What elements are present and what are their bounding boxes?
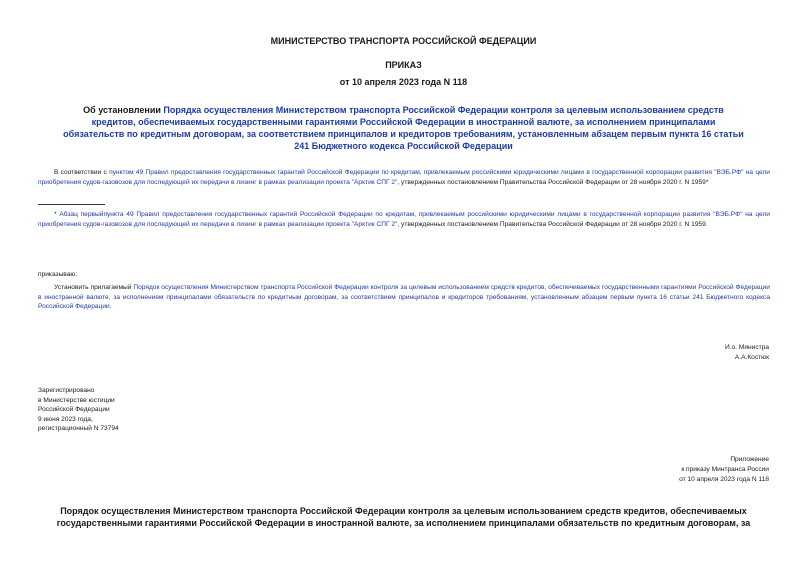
footnote-paragraph [38, 210, 770, 229]
registration-line: 9 июня 2023 года, [38, 415, 93, 423]
footnote-divider [38, 204, 105, 205]
signature-name: А.А.Костюк [734, 354, 769, 361]
order-date-number: от 10 апреля 2023 года N 118 [339, 77, 468, 87]
footnote-rules-link[interactable]: пункта 49 Правил предоставления государственных гарантий Российской Федерации по кредитам, привлекаемым российскими юридическими лицами в государственной корпорации развития "ВЭБ.РФ" на цели приобретения судов-газовозов для последующей их передачи в лизинг в рамках реализации проекта "Арктик СПГ 2" [38, 211, 770, 228]
order-title [60, 104, 747, 152]
order-title-prefix: Об установлении [83, 105, 164, 115]
appendix-title: Порядок осуществления Министерством транспорта Российской Федерации контроля за целевым использованием средств кредитов, обеспечиваемых государственными гарантиями Российской Федерации в иностранной валюте, за исполнением принципалами обязательств по кредитным договорам, за [56, 506, 751, 528]
registration-block [38, 386, 119, 434]
registration-line: Зарегистрировано [38, 387, 95, 394]
registration-line: Российской Федерации [38, 406, 110, 414]
appendix-line: к приказу Минтранса России [681, 465, 769, 473]
procedure-link[interactable]: Порядок осуществления Министерством транспорта Российской Федерации контроля за целевым использованием средств кредитов, обеспечиваемых государственными гарантиями Российской Федерации в иностранной валюте, за исполнением принципалами обязательств по кредитным договорам, за соответствием принципалов и кредиторов требованиям, установленным абзацем первым пункта 16 статьи 241 Бюджетного кодекса Российской Федерации. [38, 284, 770, 310]
appendix-line: от 10 апреля 2023 года N 118 [679, 475, 769, 483]
rules-link[interactable]: пунктом 49 Правил предоставления государственных гарантий Российской Федерации по кредитам, привлекаемым российскими юридическими лицами в государственной корпорации развития "ВЭБ.РФ" на цели приобретения судов-газовозов для последующей их передачи в лизинг в рамках реализации проекта "Арктик СПГ 2" [38, 169, 770, 186]
orders-word: приказываю: [38, 271, 78, 278]
order-text-start: Установить прилагаемый [54, 284, 134, 291]
doc-type-heading: ПРИКАЗ [385, 60, 422, 70]
appendix-block [679, 455, 769, 484]
registration-line: в Министерстве юстиции [38, 396, 115, 404]
signature-position: И.о. Министра [724, 344, 769, 351]
footnote-text-end: , утвержденных постановлением Правительства Российской Федерации от 28 ноября 2020 г. N 1959. [397, 220, 708, 228]
preamble-text-end: , утвержденных постановлением Правительства Российской Федерации от 28 ноября 2020 г. N 1959* [397, 178, 709, 186]
appendix-line: Приложение [730, 456, 769, 463]
order-paragraph [38, 283, 770, 312]
registration-line: регистрационный N 73794 [38, 425, 119, 433]
preamble-paragraph [38, 168, 770, 187]
footnote-marker: * [54, 211, 60, 218]
preamble-text-start: В соответствии с [54, 169, 110, 176]
footnote-abzac-link[interactable]: Абзац первый [59, 211, 104, 218]
ministry-heading: МИНИСТЕРСТВО ТРАНСПОРТА РОССИЙСКОЙ ФЕДЕРАЦИИ [270, 36, 537, 46]
order-title-link[interactable]: Порядка осуществления Министерством транспорта Российской Федерации контроля за целевым использованием средств кредитов, обеспечиваемых государственными гарантиями Российской Федерации в иностранной валюте, за исполнением принципалами обязательств по кредитным договорам, за соответствием принципалов и кредиторов требованиям, установленным абзацем первым пункта 16 статьи 241 Бюджетного кодекса Российской Федерации [63, 105, 744, 151]
